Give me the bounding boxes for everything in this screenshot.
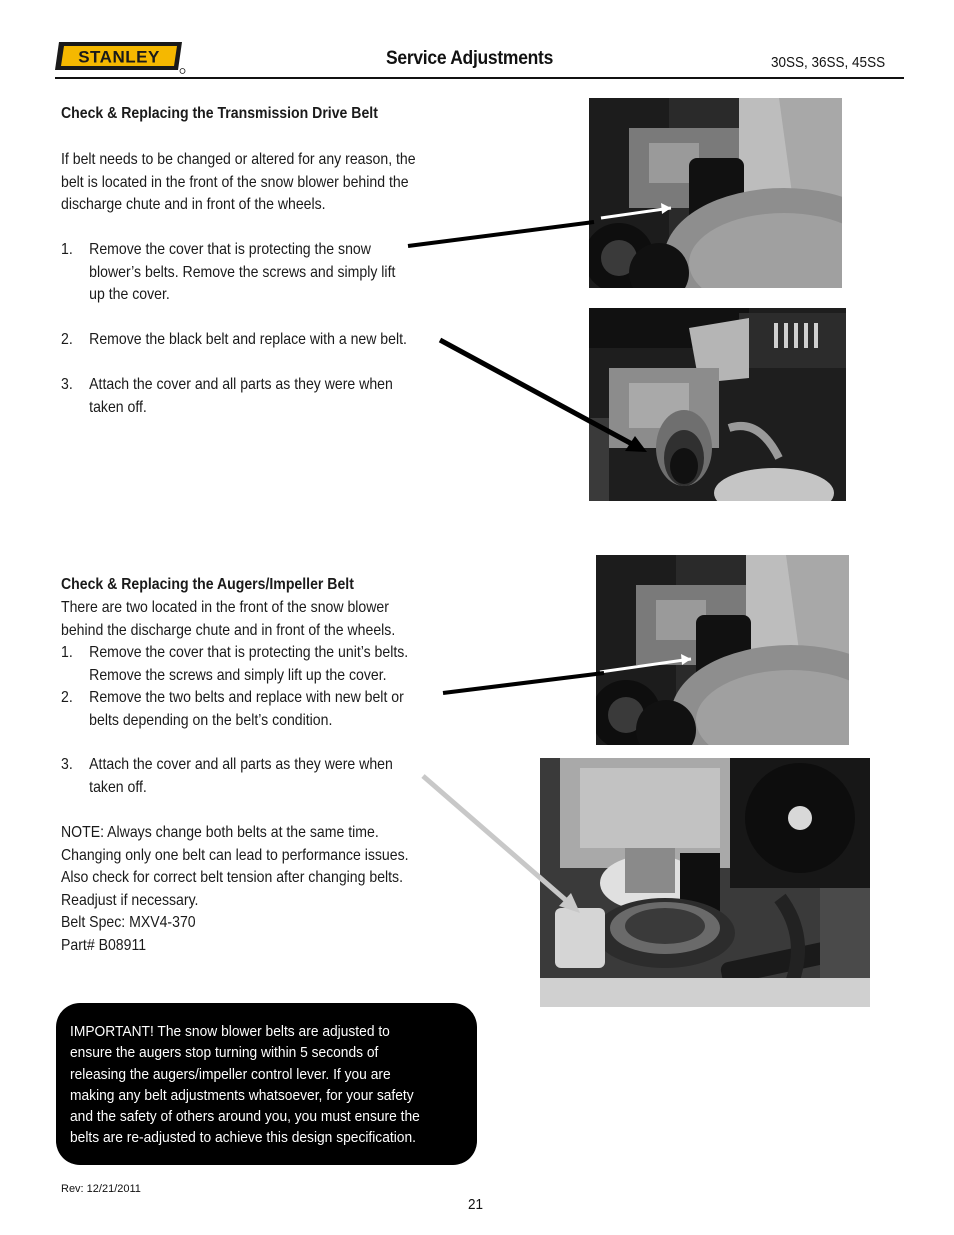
- page-title: Service Adjustments: [386, 48, 554, 69]
- text-line: taken off.: [89, 398, 147, 416]
- important-notice: [56, 1003, 477, 1165]
- text-line: taken off.: [89, 778, 147, 796]
- notice-line: ensure the augers stop turning within 5 seconds of: [70, 1044, 379, 1062]
- text-line: belts depending on the belt’s condition.: [89, 711, 333, 729]
- text-line: belt is located in the front of the snow blower behind the: [61, 173, 409, 191]
- text-line: behind the discharge chute and in front of the wheels.: [61, 621, 396, 639]
- photo-belt-cover-2: [596, 555, 849, 745]
- text-line: up the cover.: [89, 286, 170, 304]
- stanley-logo: [55, 42, 186, 74]
- text-line: Changing only one belt can lead to performance issues.: [61, 846, 409, 864]
- section1-step-2: [61, 329, 407, 352]
- text-line: blower’s belts. Remove the screws and simply lift: [89, 263, 396, 281]
- part-number: Part# B08911: [61, 936, 147, 954]
- step-number: 2.: [61, 331, 73, 348]
- step-number: 1.: [61, 241, 73, 258]
- section2-step-3: [61, 754, 393, 799]
- section1-step-1: [61, 239, 395, 307]
- page-number: 21: [468, 1196, 484, 1213]
- section2-note: [61, 822, 409, 958]
- text-line: Remove the two belts and replace with new belt or: [89, 689, 404, 707]
- text-line: Remove the cover that is protecting the unit’s belts.: [89, 644, 409, 662]
- arrow-to-belt-cover-1: [408, 222, 594, 246]
- header-divider: [55, 77, 904, 79]
- step-number: 3.: [61, 376, 73, 393]
- notice-line: and the safety of others around you, you must ensure the: [70, 1108, 420, 1126]
- text-line: There are two located in the front of the snow blower: [61, 599, 389, 616]
- notice-line: belts are re-adjusted to achieve this design specification.: [70, 1129, 416, 1147]
- text-line: Remove the screws and simply lift up the cover.: [89, 666, 387, 684]
- photo-belt-cover-1: [589, 98, 842, 288]
- arrow-to-belt-cover-2: [443, 673, 604, 693]
- photo-auger-belts: [540, 758, 870, 1007]
- text-line: Attach the cover and all parts as they were when: [89, 376, 393, 393]
- step-number: 3.: [61, 756, 73, 773]
- text-line: Attach the cover and all parts as they were when: [89, 756, 393, 773]
- section1-heading: Check & Replacing the Transmission Drive Belt: [61, 105, 378, 122]
- photo-transmission-pulley: [589, 308, 846, 501]
- notice-line: making any belt adjustments whatsoever, for your safety: [70, 1086, 414, 1104]
- section1-step-3: [61, 374, 393, 419]
- text-line: Remove the black belt and replace with a new belt.: [89, 331, 407, 348]
- step-number: 2.: [61, 689, 73, 707]
- text-line: If belt needs to be changed or altered for any reason, the: [61, 151, 416, 168]
- text-line: Readjust if necessary.: [61, 891, 199, 909]
- text-line: Remove the cover that is protecting the snow: [89, 241, 371, 258]
- text-line: NOTE: Always change both belts at the same time.: [61, 824, 379, 841]
- text-line: Also check for correct belt tension after changing belts.: [61, 869, 404, 887]
- section2-heading: Check & Replacing the Augers/Impeller Belt: [61, 576, 354, 593]
- notice-line: IMPORTANT! The snow blower belts are adjusted to: [70, 1023, 390, 1040]
- step-number: 1.: [61, 644, 73, 662]
- belt-spec: Belt Spec: MXV4-370: [61, 914, 196, 932]
- notice-line: releasing the augers/impeller control lever. If you are: [70, 1065, 391, 1083]
- logo-text: STANLEY: [78, 47, 160, 67]
- text-line: discharge chute and in front of the wheels.: [61, 196, 326, 214]
- section2-intro: [61, 597, 408, 733]
- section1-intro: [61, 149, 416, 217]
- revision-date: Rev: 12/21/2011: [61, 1183, 141, 1195]
- model-numbers: 30SS, 36SS, 45SS: [771, 54, 886, 71]
